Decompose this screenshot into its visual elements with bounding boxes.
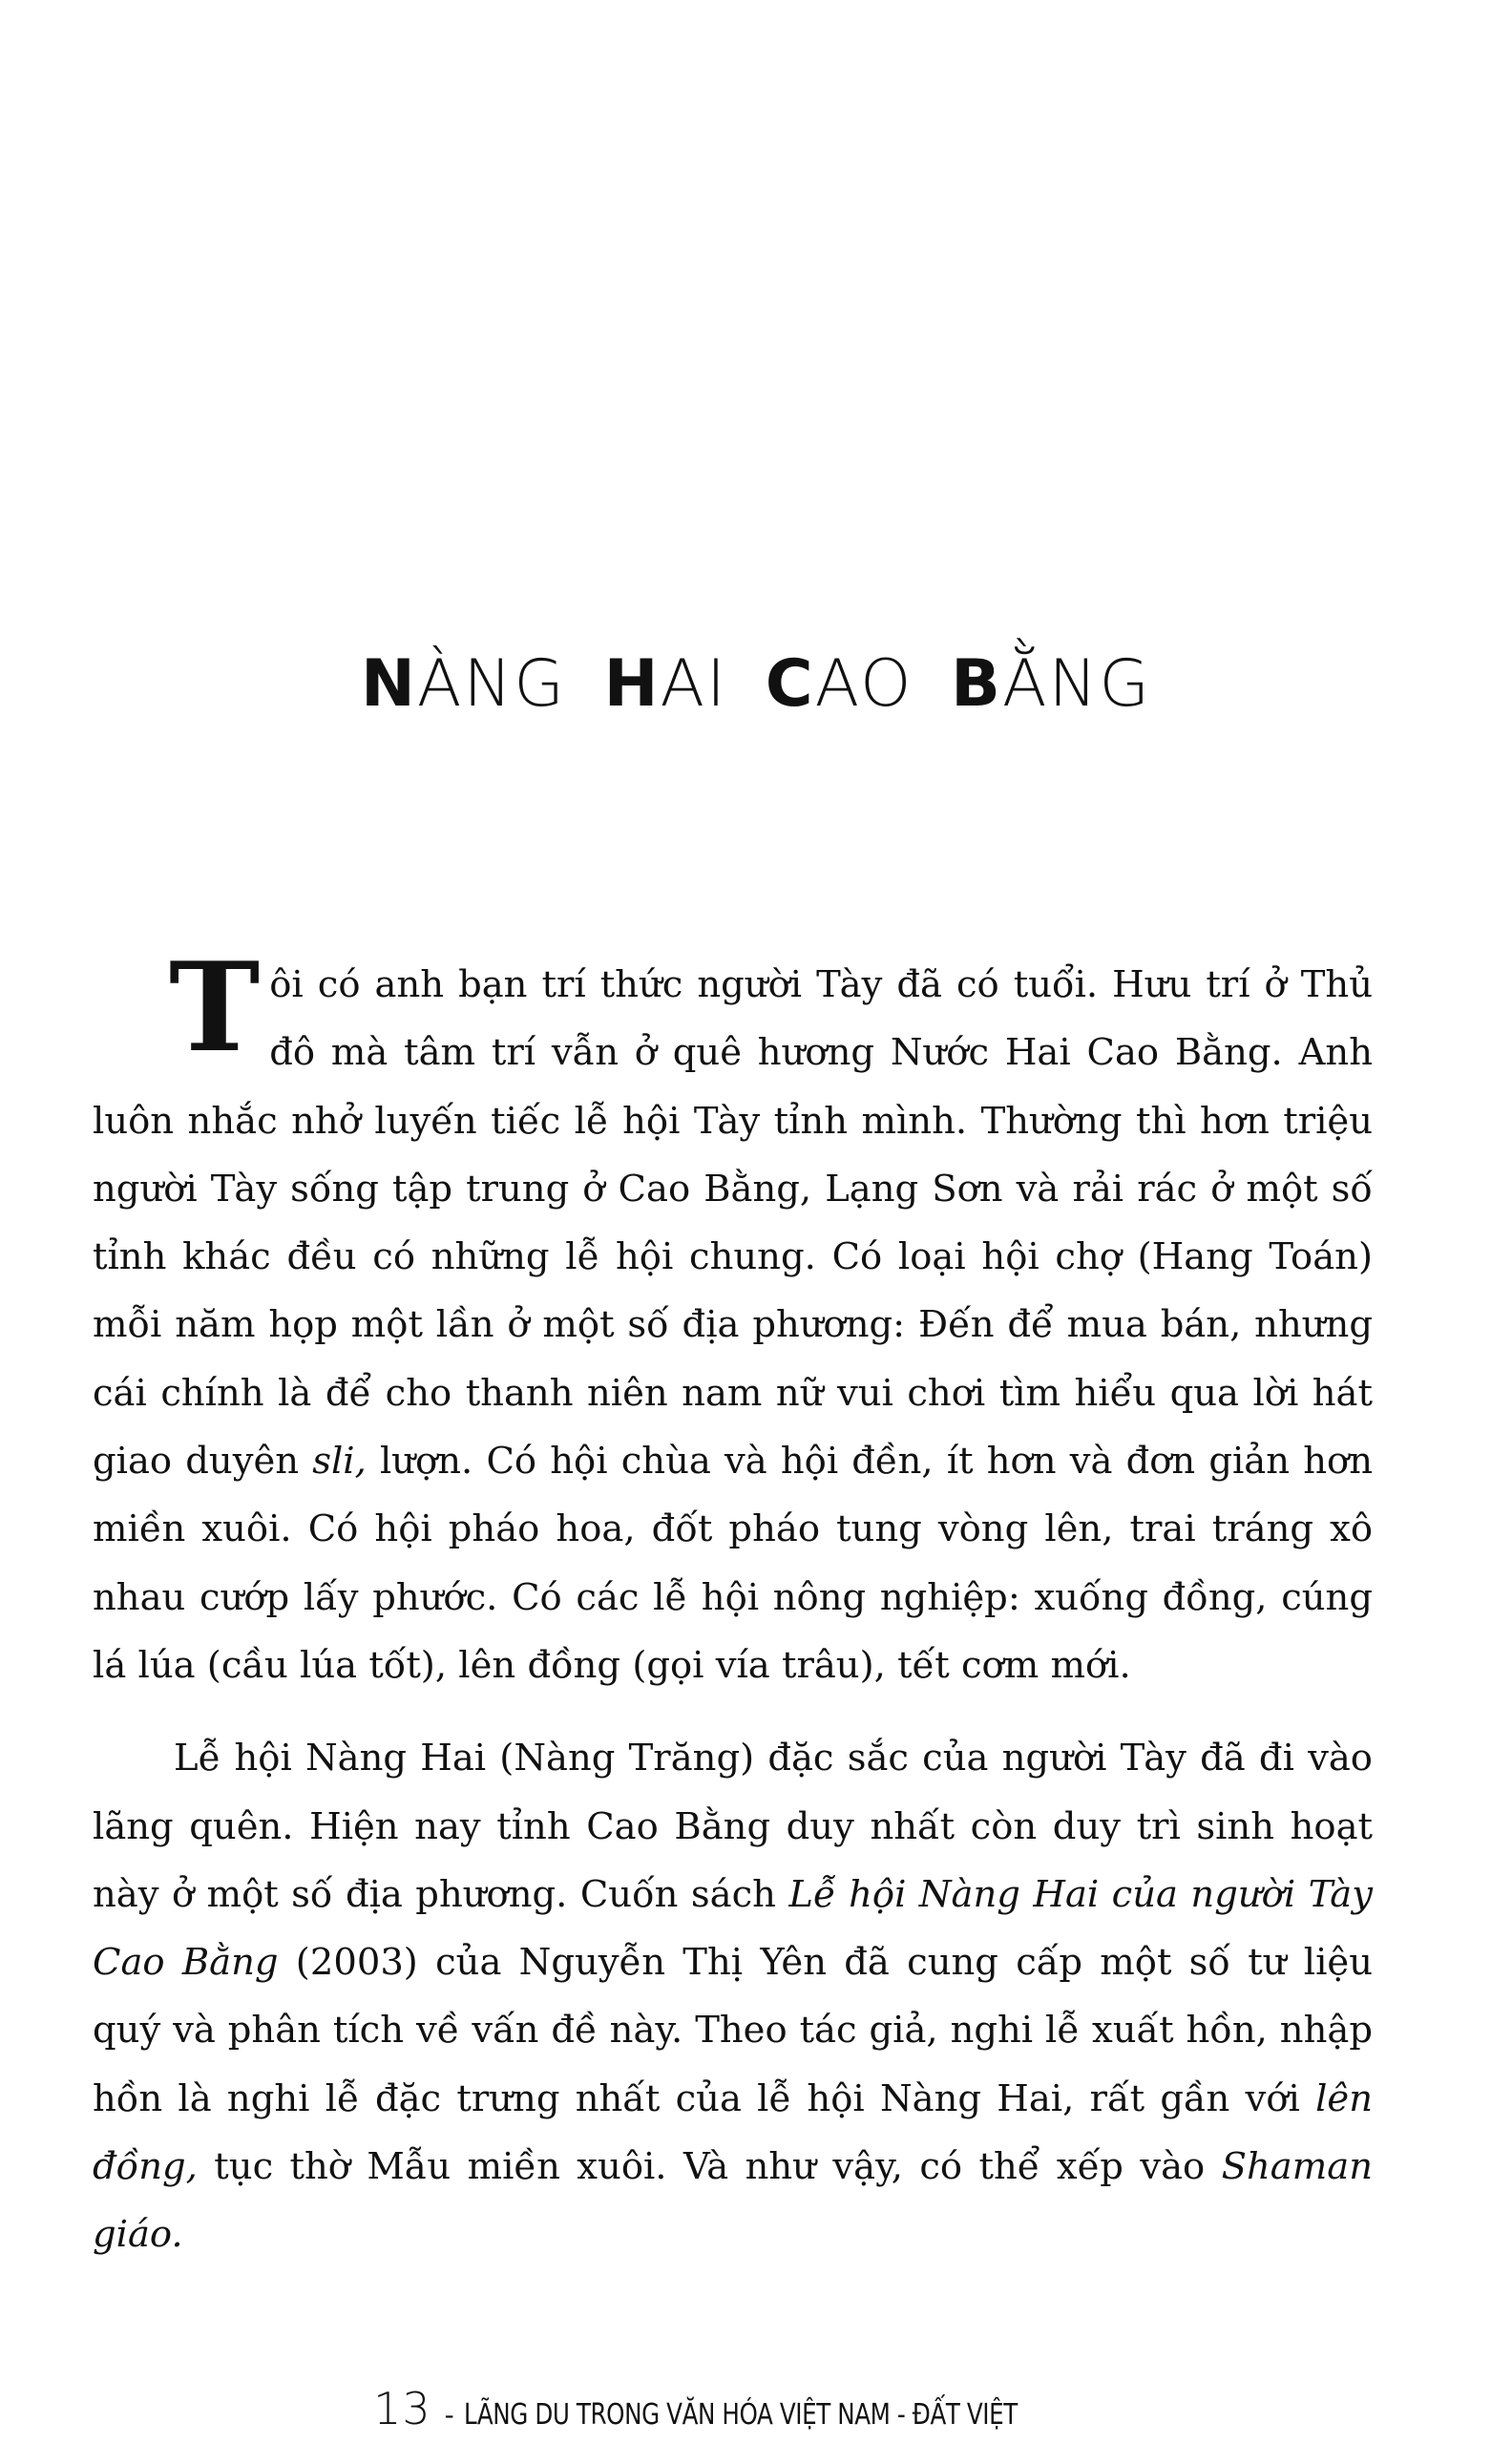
title-initial: H	[603, 646, 661, 722]
book-title-italic: Lễ hội Nàng Hai của người Tày Cao Bằng	[93, 1872, 1374, 1985]
title-rest: AO	[814, 646, 914, 722]
title-word	[604, 642, 728, 727]
running-book-title: LÃNG DU TRONG VĂN HÓA VIỆT NAM - ĐẤT VIỆT	[463, 2398, 1018, 2432]
drop-cap: T	[169, 937, 261, 1080]
italic-term: lên đồng,	[93, 2076, 1373, 2189]
title-word	[766, 642, 914, 727]
page-number: 13	[373, 2383, 431, 2434]
text-segment: (2003) của Nguyễn Thị Yên đã cung cấp một số tư liệu quý và phân tích về vấn đề này. Theo tác giả, nghi lễ xuất hồn, nhập hồn là nghi lễ đặc trưng nhất của lễ hội Nàng Hai, rất gần với	[93, 1941, 1373, 2120]
title-rest: ÀNG	[416, 646, 566, 722]
body-text	[93, 937, 1374, 2269]
chapter-title	[0, 642, 1512, 727]
footer-separator: -	[444, 2399, 454, 2431]
paragraph-1	[93, 937, 1373, 1699]
title-initial: B	[951, 646, 1002, 722]
page-footer	[0, 2383, 1512, 2434]
text-segment: ôi có anh bạn trí thức người Tày đã có tuổi. Hưu trí ở Thủ đô mà tâm trí vẫn ở quê hương Nước Hai Cao Bằng. Anh luôn nhắc nhở luyến tiếc lễ hội Tày tỉnh mình. Thường thì hơn triệu người Tày sống tập trung ở Cao Bằng, Lạng Sơn và rải rác ở một số tỉnh khác đều có những lễ hội chung. Có loại hội chợ (Hang Toán) mỗi năm họp một lần ở một số địa phương: Đến để mua bán, nhưng cái chính là để cho thanh niên nam nữ vui chơi tìm hiểu qua lời hát giao duyên	[93, 963, 1373, 1484]
paragraph-2	[93, 1724, 1373, 2268]
title-word	[361, 642, 566, 727]
title-rest: AI	[660, 646, 728, 722]
italic-term: Shaman giáo.	[93, 2145, 1373, 2257]
text-segment: Lễ hội Nàng Hai (Nàng Trăng) đặc sắc của người Tày đã đi vào lãng quên. Hiện nay tỉnh Cao Bằng duy nhất còn duy trì sinh hoạt này ở một số địa phương. Cuốn sách	[93, 1737, 1373, 1916]
text-segment: lượn. Có hội chùa và hội đền, ít hơn và đơn giản hơn miền xuôi. Có hội pháo hoa, đốt pháo tung vòng lên, trai tráng xô nhau cướp lấy phước. Có các lễ hội nông nghiệp: xuống đồng, cúng lá lúa (cầu lúa tốt), lên đồng (gọi vía trâu), tết cơm mới.	[93, 1440, 1373, 1687]
italic-term: sli,	[312, 1440, 367, 1484]
title-word	[951, 642, 1151, 727]
title-initial: C	[765, 646, 815, 722]
title-initial: N	[360, 646, 417, 722]
title-rest: ẰNG	[1001, 646, 1152, 722]
text-segment: tục thờ Mẫu miền xuôi. Và như vậy, có thể xếp vào	[197, 2145, 1222, 2189]
